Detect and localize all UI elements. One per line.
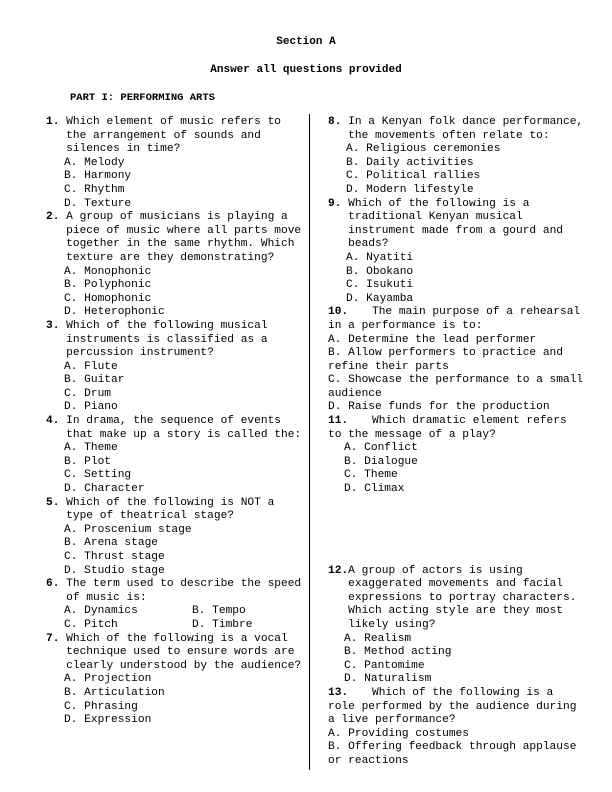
option: B. Method acting — [344, 646, 452, 659]
question-1 — [46, 116, 304, 211]
question-number: 9. — [328, 197, 342, 210]
option: D. Piano — [64, 401, 118, 414]
question-number: 11. — [328, 415, 349, 428]
question-text: In a Kenyan folk dance performance, the movements often relate to: — [348, 116, 584, 142]
part-heading: PART I: PERFORMING ARTS — [70, 92, 215, 104]
option: C. Rhythm — [64, 183, 125, 196]
option: B. Dialogue — [344, 455, 418, 468]
question-text: Which element of music refers to the arrangement of sounds and silences in time? — [66, 116, 281, 156]
option: D. Heterophonic — [64, 306, 165, 319]
question-text: Which dramatic element refers to the message of a play? — [328, 415, 567, 441]
column-divider — [309, 114, 310, 770]
question-text: The term used to describe the speed of music is: — [66, 578, 302, 604]
option: B. Arena stage — [64, 537, 158, 550]
instructions: Answer all questions provided — [210, 64, 402, 76]
option: B. Polyphonic — [64, 279, 152, 292]
option: B. Obokano — [346, 265, 414, 278]
option: D. Timbre — [192, 618, 253, 631]
question-text: The main purpose of a rehearsal in a performance is to: — [328, 306, 581, 332]
option: B. Articulation — [64, 686, 165, 699]
question-text: A group of musicians is playing a piece of music where all parts move together in the same rhythm. Which texture are they demonstrating? — [66, 211, 302, 264]
option: D. Studio stage — [64, 564, 165, 577]
option: A. Melody — [64, 156, 125, 169]
question-3 — [46, 320, 304, 415]
question-12 — [328, 565, 584, 687]
option: C. Homophonic — [64, 292, 152, 305]
question-text: Which of the following is a role performed by the audience during a live performance? — [328, 686, 577, 727]
question-11 — [328, 415, 584, 497]
option: C. Pantomime — [344, 659, 425, 672]
question-5 — [46, 497, 304, 579]
option: B. Harmony — [64, 170, 132, 183]
question-text: In drama, the sequence of events that make up a story is called the: — [66, 415, 302, 441]
option: D. Kayamba — [346, 292, 414, 305]
option: D. Raise funds for the production — [328, 401, 550, 414]
question-number: 13. — [328, 686, 349, 699]
question-text: A group of actors is using exaggerated movements and facial expressions to portray characters. Which acting style are they most likely using? — [348, 564, 577, 631]
option: A. Nyatiti — [346, 251, 414, 264]
option: D. Climax — [344, 483, 405, 496]
option: D. Naturalism — [344, 673, 432, 686]
left-column — [46, 116, 304, 728]
option: C. Isukuti — [346, 279, 414, 292]
question-text: Which of the following is a vocal technique used to ensure words are clearly understood by the audience? — [66, 632, 302, 672]
option: B. Plot — [64, 455, 111, 468]
option: C. Thrust stage — [64, 551, 165, 563]
option: A. Projection — [64, 673, 152, 686]
option: C. Political rallies — [346, 170, 481, 183]
option: A. Providing costumes — [328, 727, 469, 740]
blank-space — [328, 497, 584, 565]
question-10 — [328, 306, 584, 415]
option: D. Character — [64, 483, 145, 496]
option: D. Modern lifestyle — [346, 183, 474, 196]
question-number: 3. — [46, 319, 60, 332]
question-text: Which of the following musical instruments is classified as a percussion instrument? — [66, 319, 268, 360]
question-2 — [46, 211, 304, 320]
question-6 — [46, 578, 304, 632]
option: C. Pitch — [64, 618, 118, 631]
option: A. Religious ceremonies — [346, 143, 501, 156]
question-number: 6. — [46, 578, 60, 591]
option: C. Theme — [344, 469, 398, 482]
question-number: 1. — [46, 116, 60, 128]
question-9 — [328, 198, 584, 307]
option: A. Realism — [344, 632, 412, 645]
option: C. Showcase the performance to a small audience — [328, 374, 584, 400]
option: B. Daily activities — [346, 156, 474, 169]
option: B. Offering feedback through applause or reactions — [328, 741, 577, 767]
option: C. Phrasing — [64, 700, 138, 713]
section-title: Section A — [276, 36, 336, 48]
option: B. Guitar — [64, 374, 125, 387]
option: C. Setting — [64, 469, 132, 482]
question-text: Which of the following is a traditional Kenyan musical instrument made from a gourd and beads? — [348, 197, 563, 251]
question-text: Which of the following is NOT a type of theatrical stage? — [66, 496, 275, 523]
option: A. Determine the lead performer — [328, 333, 537, 346]
option: A. Monophonic — [64, 265, 152, 278]
option: A. Proscenium stage — [64, 523, 192, 536]
option: A. Conflict — [344, 442, 418, 455]
question-number: 5. — [46, 496, 60, 509]
question-4 — [46, 415, 304, 497]
option: A. Dynamics — [64, 605, 138, 618]
question-13 — [328, 687, 584, 769]
question-number: 4. — [46, 415, 60, 428]
question-8 — [328, 116, 584, 198]
option: B. Tempo — [192, 605, 246, 618]
question-number: 10. — [328, 306, 349, 319]
option: A. Flute — [64, 360, 118, 373]
option: D. Expression — [64, 714, 152, 727]
option: D. Texture — [64, 197, 132, 210]
question-7 — [46, 633, 304, 728]
question-number: 8. — [328, 116, 342, 128]
option: C. Drum — [64, 387, 111, 400]
question-number: 2. — [46, 211, 60, 224]
option: A. Theme — [64, 442, 118, 455]
right-column — [328, 116, 584, 769]
option: B. Allow performers to practice and refine their parts — [328, 347, 563, 373]
question-number: 12. — [328, 564, 349, 577]
question-number: 7. — [46, 632, 60, 645]
